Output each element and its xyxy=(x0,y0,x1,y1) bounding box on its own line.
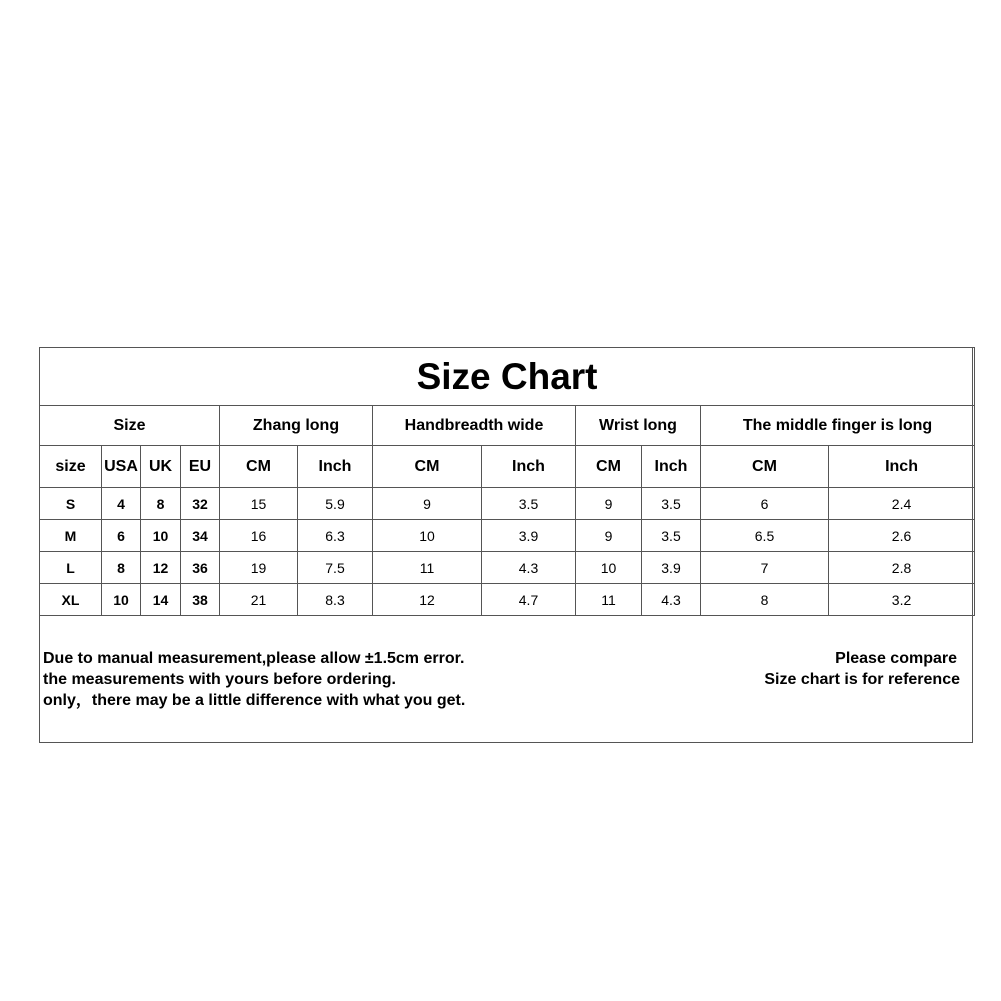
note-right-2: Size chart is for reference xyxy=(764,671,960,688)
cell-uk: 14 xyxy=(141,584,181,616)
cell-zhang-cm: 19 xyxy=(220,552,298,584)
cell-hand-inch: 3.5 xyxy=(482,488,576,520)
cell-finger-inch: 2.4 xyxy=(829,488,975,520)
col-eu: EU xyxy=(181,446,220,488)
cell-usa: 8 xyxy=(102,552,141,584)
table-row xyxy=(40,552,975,584)
table-row xyxy=(40,520,975,552)
cell-eu: 34 xyxy=(181,520,220,552)
note-right-1: Please compare xyxy=(835,650,957,667)
table-row xyxy=(40,488,975,520)
note-line-3: only，there may be a little difference with what you get. xyxy=(43,692,466,709)
cell-zhang-cm: 15 xyxy=(220,488,298,520)
group-header-row xyxy=(40,406,975,446)
cell-size: L xyxy=(40,552,102,584)
cell-hand-cm: 10 xyxy=(373,520,482,552)
cell-finger-cm: 6.5 xyxy=(701,520,829,552)
cell-wrist-inch: 3.5 xyxy=(642,520,701,552)
cell-eu: 38 xyxy=(181,584,220,616)
cell-hand-inch: 4.3 xyxy=(482,552,576,584)
col-usa: USA xyxy=(102,446,141,488)
group-zhang-long: Zhang long xyxy=(220,406,373,446)
cell-finger-inch: 2.8 xyxy=(829,552,975,584)
cell-uk: 12 xyxy=(141,552,181,584)
cell-zhang-inch: 5.9 xyxy=(298,488,373,520)
chart-title: Size Chart xyxy=(40,348,975,406)
cell-size: XL xyxy=(40,584,102,616)
col-size: size xyxy=(40,446,102,488)
cell-hand-inch: 4.7 xyxy=(482,584,576,616)
cell-hand-cm: 11 xyxy=(373,552,482,584)
col-finger-cm: CM xyxy=(701,446,829,488)
cell-size: S xyxy=(40,488,102,520)
cell-wrist-cm: 9 xyxy=(576,520,642,552)
cell-finger-cm: 8 xyxy=(701,584,829,616)
cell-wrist-cm: 11 xyxy=(576,584,642,616)
col-hand-inch: Inch xyxy=(482,446,576,488)
col-uk: UK xyxy=(141,446,181,488)
group-handbreadth-wide: Handbreadth wide xyxy=(373,406,576,446)
cell-finger-cm: 7 xyxy=(701,552,829,584)
cell-wrist-inch: 3.5 xyxy=(642,488,701,520)
group-wrist-long: Wrist long xyxy=(576,406,701,446)
cell-finger-inch: 2.6 xyxy=(829,520,975,552)
note-line-2: the measurements with yours before ordering. xyxy=(43,671,396,688)
cell-usa: 6 xyxy=(102,520,141,552)
col-finger-inch: Inch xyxy=(829,446,975,488)
cell-uk: 10 xyxy=(141,520,181,552)
measurement-notes xyxy=(43,648,961,711)
col-wrist-cm: CM xyxy=(576,446,642,488)
note-line-1: Due to manual measurement,please allow ±1.5cm error. xyxy=(43,650,465,667)
cell-finger-inch: 3.2 xyxy=(829,584,975,616)
cell-uk: 8 xyxy=(141,488,181,520)
column-header-row xyxy=(40,446,975,488)
cell-hand-cm: 12 xyxy=(373,584,482,616)
col-hand-cm: CM xyxy=(373,446,482,488)
cell-zhang-inch: 6.3 xyxy=(298,520,373,552)
cell-usa: 10 xyxy=(102,584,141,616)
col-zhang-inch: Inch xyxy=(298,446,373,488)
cell-zhang-inch: 7.5 xyxy=(298,552,373,584)
group-middle-finger: The middle finger is long xyxy=(701,406,975,446)
size-chart-table xyxy=(39,347,975,616)
table-row xyxy=(40,584,975,616)
cell-usa: 4 xyxy=(102,488,141,520)
cell-zhang-cm: 16 xyxy=(220,520,298,552)
cell-wrist-cm: 10 xyxy=(576,552,642,584)
cell-wrist-inch: 3.9 xyxy=(642,552,701,584)
cell-wrist-cm: 9 xyxy=(576,488,642,520)
group-size: Size xyxy=(40,406,220,446)
cell-hand-cm: 9 xyxy=(373,488,482,520)
cell-size: M xyxy=(40,520,102,552)
cell-eu: 32 xyxy=(181,488,220,520)
col-zhang-cm: CM xyxy=(220,446,298,488)
col-wrist-inch: Inch xyxy=(642,446,701,488)
cell-eu: 36 xyxy=(181,552,220,584)
cell-finger-cm: 6 xyxy=(701,488,829,520)
cell-wrist-inch: 4.3 xyxy=(642,584,701,616)
cell-zhang-cm: 21 xyxy=(220,584,298,616)
cell-zhang-inch: 8.3 xyxy=(298,584,373,616)
cell-hand-inch: 3.9 xyxy=(482,520,576,552)
